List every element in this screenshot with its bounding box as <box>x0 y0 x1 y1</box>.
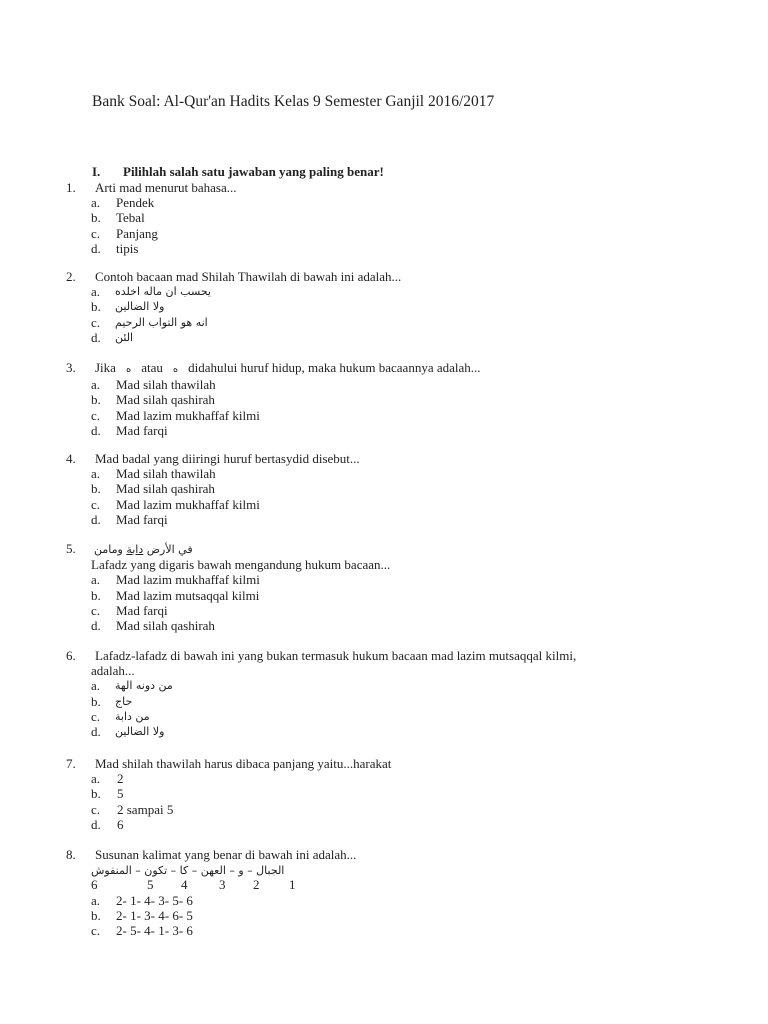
option-a: a. من دونه الهة <box>91 678 173 694</box>
option-c: c. من دابة <box>91 708 150 724</box>
option-d: d. Mad silah qashirah <box>91 617 215 633</box>
question-stem: Mad shilah thawilah harus dibaca panjang yaitu...harakat <box>95 756 392 771</box>
option-b: b. ولا الضالين <box>91 299 165 315</box>
option-b: b. Mad lazim mutsaqqal kilmi <box>91 587 260 603</box>
question-4 <box>66 451 706 527</box>
question-stem: Susunan kalimat yang benar di bawah ini adalah... <box>95 847 357 862</box>
option-b: b. Mad silah qashirah <box>91 481 215 497</box>
option-a: a. Pendek <box>91 195 155 211</box>
question-stem-cont: adalah... <box>91 663 135 679</box>
option-b: b. 2- 1- 3- 4- 6- 5 <box>91 907 193 923</box>
section-heading <box>92 164 384 180</box>
question-number: 2. <box>66 269 76 284</box>
question-number: 8. <box>66 847 76 862</box>
word-numbers-row: 6 5 4 3 2 1 <box>91 877 296 893</box>
option-c: c. 2 sampai 5 <box>91 801 174 817</box>
option-d: d. tipis <box>91 240 139 256</box>
arabic-words-line: الجبال – و – العهن – كا – تكون – المنفوش <box>91 864 285 878</box>
ha-mark: ه <box>125 364 132 375</box>
ha-mark: ه <box>172 364 179 375</box>
option-a: a. Mad silah thawilah <box>91 466 216 482</box>
section-instruction: Pilihlah salah satu jawaban yang paling benar! <box>123 164 384 179</box>
question-stem: Mad badal yang diiringi huruf bertasydid disebut... <box>95 451 360 466</box>
question-number: 3. <box>66 360 76 375</box>
question-stem: Arti mad menurut bahasa... <box>95 180 237 195</box>
question-number: 1. <box>66 180 76 195</box>
question-stem: Lafadz yang digaris bawah mengandung hukum bacaan... <box>91 557 391 573</box>
option-c: c. Mad farqi <box>91 602 168 618</box>
option-b: b. Mad silah qashirah <box>91 392 215 408</box>
option-d: d. Mad farqi <box>91 511 168 527</box>
option-d: d. Mad farqi <box>91 422 168 438</box>
option-b: b. 5 <box>91 786 124 802</box>
option-a: a. 2- 1- 4- 3- 5- 6 <box>91 892 193 908</box>
question-number: 7. <box>66 756 76 771</box>
option-d: d. الئن <box>91 329 134 345</box>
section-roman: I. <box>92 164 101 179</box>
question-2 <box>66 269 706 345</box>
option-c: c. Mad lazim mukhaffaf kilmi <box>91 496 260 512</box>
option-c: c. Panjang <box>91 225 158 241</box>
option-d: d. 6 <box>91 816 124 832</box>
question-3 <box>66 360 706 438</box>
question-number: 6. <box>66 648 76 663</box>
page-title: Bank Soal: Al-Qur'an Hadits Kelas 9 Semester Ganjil 2016/2017 <box>92 93 495 110</box>
option-c: c. انه هو التواب الرحيم <box>91 314 208 330</box>
option-d: d. ولا الضالين <box>91 723 165 739</box>
option-a: a. Mad lazim mukhaffaf kilmi <box>91 572 260 588</box>
question-number: 4. <box>66 451 76 466</box>
question-1 <box>66 180 706 256</box>
option-a: a. يحسب ان ماله اخلده <box>91 284 211 300</box>
question-6 <box>66 648 706 739</box>
option-b: b. Tebal <box>91 210 145 226</box>
question-stem: Jika ه atau ه didahului huruf hidup, maka hukum bacaannya adalah... <box>95 360 706 377</box>
question-number: 5. <box>66 541 76 556</box>
option-c: c. Mad lazim mukhaffaf kilmi <box>91 407 260 423</box>
question-arabic-verse: في الأرض دابة ومامن <box>94 543 193 556</box>
option-a: a. 2 <box>91 771 124 787</box>
option-b: b. حاج <box>91 693 133 709</box>
question-8 <box>66 847 706 938</box>
question-stem: Lafadz-lafadz di bawah ini yang bukan termasuk hukum bacaan mad lazim mutsaqqal kilmi, <box>95 648 577 663</box>
question-5 <box>66 541 706 633</box>
underlined-word: دابة <box>126 543 144 556</box>
option-a: a. Mad silah thawilah <box>91 377 216 393</box>
option-c: c. 2- 5- 4- 1- 3- 6 <box>91 922 193 938</box>
question-stem: Contoh bacaan mad Shilah Thawilah di bawah ini adalah... <box>95 269 402 284</box>
question-7 <box>66 756 706 832</box>
